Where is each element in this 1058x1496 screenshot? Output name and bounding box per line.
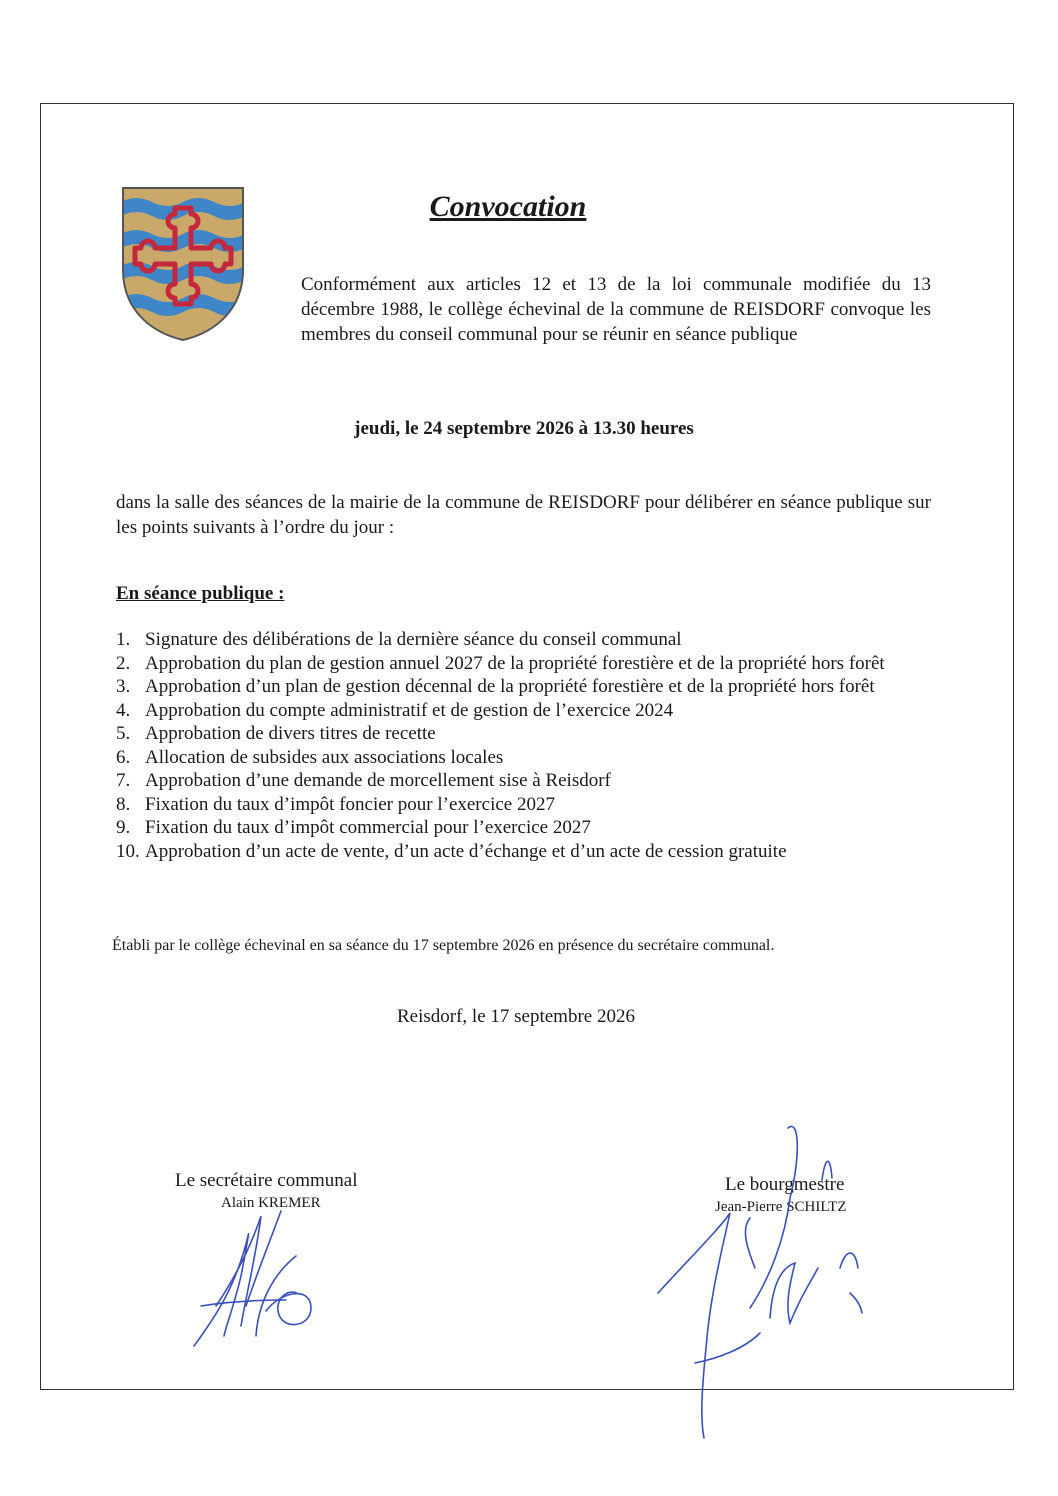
- meeting-datetime: jeudi, le 24 septembre 2026 à 13.30 heures: [354, 418, 694, 439]
- list-item: [116, 746, 936, 770]
- item-text: Approbation d’un plan de gestion décennal de la propriété forestière et de la propriété hors forêt: [145, 676, 875, 697]
- list-item: [116, 793, 936, 817]
- meeting-place-paragraph: dans la salle des séances de la mairie de la commune de REISDORF pour délibérer en séance publique sur les points suivants à l’ordre du jour :: [116, 492, 931, 538]
- list-item: [116, 722, 936, 746]
- page-title: Convocation: [429, 190, 587, 223]
- item-text: Fixation du taux d’impôt foncier pour l’exercice 2027: [145, 793, 555, 815]
- agenda-list: [116, 628, 936, 863]
- item-number: 7.: [116, 770, 131, 791]
- item-text: Approbation du plan de gestion annuel 2027 de la propriété forestière et de la propriété hors forêt: [145, 652, 885, 674]
- item-number: 4.: [116, 699, 131, 721]
- item-number: 10.: [116, 840, 140, 862]
- secretary-role: Le secrétaire communal: [175, 1170, 358, 1191]
- list-item: [116, 816, 936, 840]
- item-text: Fixation du taux d’impôt commercial pour l’exercice 2027: [145, 817, 591, 838]
- intro-paragraph: Conformément aux articles 12 et 13 de la loi communale modifiée du 13 décembre 1988, le collège échevinal de la commune de REISDORF convoque les membres du conseil communal pour se réunir en séance publique: [301, 274, 931, 345]
- item-text: Approbation d’une demande de morcellement sise à Reisdorf: [145, 770, 611, 791]
- item-number: 3.: [116, 676, 131, 697]
- list-item: [116, 699, 936, 723]
- mayor-role: Le bourgmestre: [725, 1174, 845, 1195]
- place-date: Reisdorf, le 17 septembre 2026: [397, 1006, 635, 1027]
- item-number: 9.: [116, 817, 131, 838]
- item-number: 5.: [116, 723, 131, 744]
- signature-icon: [186, 1196, 326, 1366]
- list-item: [116, 652, 936, 676]
- agenda-heading: En séance publique :: [116, 583, 285, 604]
- item-text: Allocation de subsides aux associations locales: [145, 746, 504, 768]
- item-number: 6.: [116, 746, 131, 768]
- item-text: Approbation d’un acte de vente, d’un acte d’échange et d’un acte de cession gratuite: [145, 840, 787, 862]
- list-item: [116, 769, 936, 793]
- item-number: 2.: [116, 652, 131, 674]
- mayor-name: Jean-Pierre SCHILTZ: [715, 1199, 847, 1215]
- item-text: Approbation du compte administratif et de gestion de l’exercice 2024: [145, 699, 674, 721]
- item-number: 1.: [116, 629, 131, 650]
- list-item: [116, 628, 936, 652]
- item-text: Signature des délibérations de la dernière séance du conseil communal: [145, 629, 682, 650]
- signature-icon: [650, 1118, 870, 1448]
- list-item: [116, 840, 936, 864]
- item-number: 8.: [116, 793, 131, 815]
- item-text: Approbation de divers titres de recette: [145, 723, 436, 744]
- list-item: [116, 675, 936, 699]
- established-note: Établi par le collège échevinal en sa séance du 17 septembre 2026 en présence du secrétaire communal.: [112, 937, 775, 954]
- secretary-name: Alain KREMER: [221, 1195, 321, 1211]
